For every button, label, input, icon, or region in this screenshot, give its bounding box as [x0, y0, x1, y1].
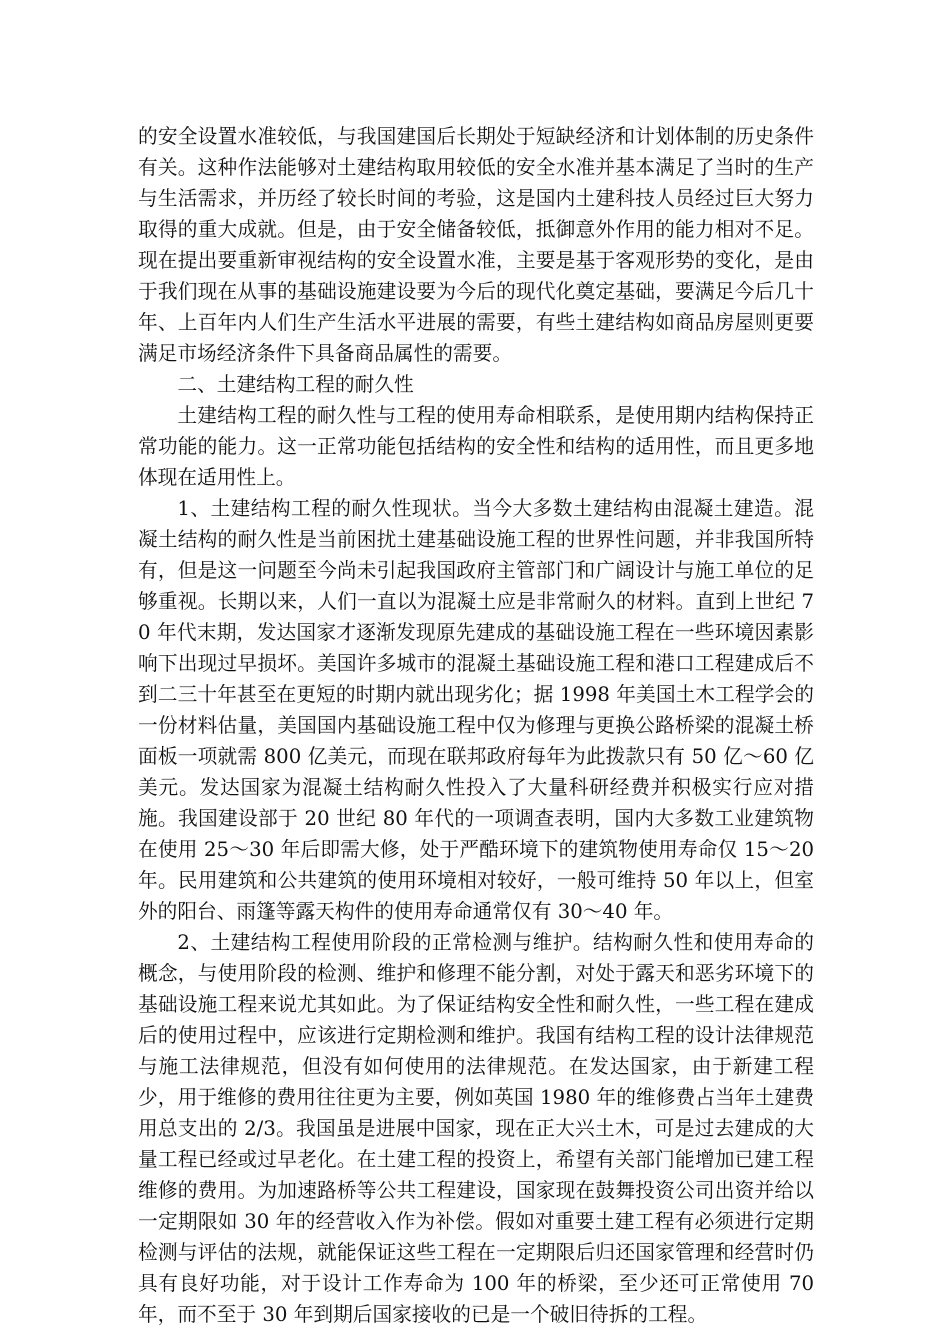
document-body	[138, 121, 814, 1330]
section-heading-durability: 二、土建结构工程的耐久性	[177, 373, 414, 396]
paragraph-inspection-maintenance: 2、土建结构工程使用阶段的正常检测与维护。结构耐久性和使用寿命的概念，与使用阶段的检测、维护和修理不能分割，对处于露天和恶劣环境下的基础设施工程来说尤其如此。为了保证结构安全性和耐久性，一些工程在建成后的使用过程中，应该进行定期检测和维护。我国有结构工程的设计法律规范与施工法律规范，但没有如何使用的法律规范。在发达国家，由于新建工程少，用于维修的费用往往更为主要，例如英国 1980 年的维修费占当年土建费用总支出的 2/3。我国虽是进展中国家，现在正大兴土木，可是过去建成的大量工程已经或过早老化。在土建工程的投资上，希望有关部门能增加已建工程维修的费用。为加速路桥等公共工程建设，国家现在鼓舞投资公司出资并给以一定期限如 30 年的经营收入作为补偿。假如对重要土建工程有必须进行定期检测与评估的法规，就能保证这些工程在一定期限后归还国家管理和经营时仍具有良好功能，对于设计工作寿命为 100 年的桥梁，至少还可正常使用 70 年，而不至于 30 年到期后国家接收的已是一个破旧待拆的工程。	[138, 931, 814, 1326]
paragraph-safety-level: 的安全设置水准较低，与我国建国后长期处于短缺经济和计划体制的历史条件有关。这种作法能够对土建结构取用较低的安全水准并基本满足了当时的生产与生活需求，并历经了较长时间的考验，这是国内土建科技人员经过巨大努力取得的重大成就。但是，由于安全储备较低，抵御意外作用的能力相对不足。现在提出要重新审视结构的安全设置水准，主要是基于客观形势的变化，是由于我们现在从事的基础设施建设要为今后的现代化奠定基础，要满足今后几十年、上百年内人们生产生活水平进展的需要，有些土建结构如商品房屋则更要满足市场经济条件下具备商品属性的需要。	[138, 125, 814, 365]
paragraph-durability-status: 1、土建结构工程的耐久性现状。当今大多数土建结构由混凝土建造。混凝土结构的耐久性是当前困扰土建基础设施工程的世界性问题，并非我国所特有，但是这一问题至今尚未引起我国政府主管部门和广阔设计与施工单位的足够重视。长期以来，人们一直以为混凝土应是非常耐久的材料。直到上世纪 70 年代末期，发达国家才逐渐发现原先建成的基础设施工程在一些环境因素影响下出现过早损坏。美国许多城市的混凝土基础设施工程和港口工程建成后不到二三十年甚至在更短的时期内就出现劣化；据 1998 年美国土木工程学会的一份材料估量，美国国内基础设施工程中仅为修理与更换公路桥梁的混凝土桥面板一项就需 800 亿美元，而现在联邦政府每年为此拨款只有 50 亿～60 亿美元。发达国家为混凝土结构耐久性投入了大量科研经费并积极实行应对措施。我国建设部于 20 世纪 80 年代的一项调查表明，国内大多数工业建筑物在使用 25～30 年后即需大修，处于严酷环境下的建筑物使用寿命仅 15～20 年。民用建筑和公共建筑的使用环境相对较好，一般可维持 50 年以上，但室外的阳台、雨篷等露天构件的使用寿命通常仅有 30～40 年。	[138, 497, 814, 923]
paragraph-durability-intro: 土建结构工程的耐久性与工程的使用寿命相联系，是使用期内结构保持正常功能的能力。这一正常功能包括结构的安全性和结构的适用性，而且更多地体现在适用性上。	[138, 404, 814, 489]
